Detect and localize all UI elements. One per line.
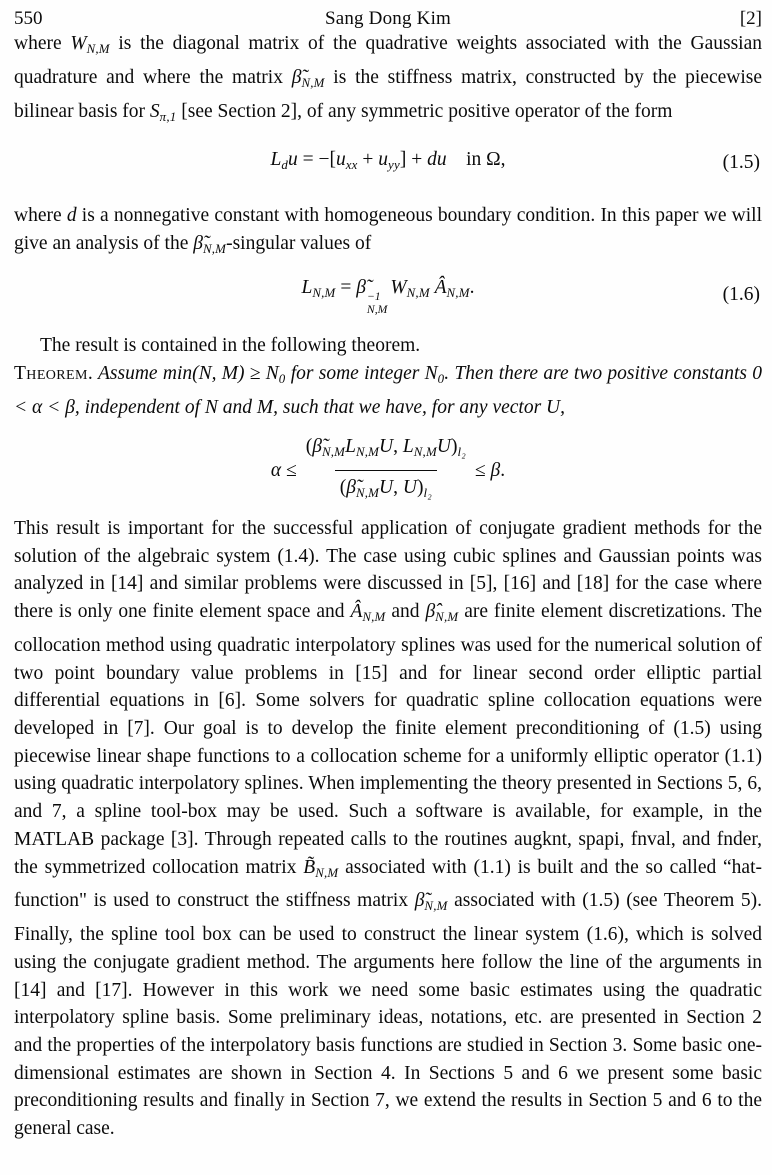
inequality-rhs: ≤ β. (474, 459, 506, 481)
paragraph-result-lead: The result is contained in the following theorem. (40, 335, 421, 357)
equation-1-6-body: $L_{N,M}$ = β̃ −1 N,M $W_{N,M}$ $Â_{N,M}$. (301, 276, 475, 317)
equation-1-5 (14, 146, 762, 180)
inequality-fraction (301, 433, 471, 508)
theorem-inequality-body (271, 433, 505, 508)
running-head: Sang Dong Kim (324, 8, 452, 29)
theorem-inequality (14, 433, 762, 508)
equation-1-6 (14, 270, 762, 320)
page-header (14, 8, 762, 30)
equation-1-5-number: (1.5) (722, 152, 760, 174)
paragraph-discussion: This result is important for the successful application of conjugate gradient methods for the solution of the algebraic system (1.4). The case using cubic splines and Gaussian points was analyzed in [14] and similar problems were discussed in [5], [16] and [18] for the case where there is only one finite element space and $Â_{N,M}$ and $\betâ_{N,M}$ are finite element discretizations. The collocation method using quadratic interpolatory splines was used for the numerical solution of two point boundary value problems in [15] and for linear second order elliptic partial differential equations in [6]. Some solvers for quadratic spline collocation equations were developed in [7]. Our goal is to develop the finite element preconditioning of (1.5) using piecewise linear shape functions to a collocation scheme for a uniformly elliptic operator (1.1) using quadratic interpolatory splines. When implementing the theory presented in Sections 5, 6, and 7, a spline tool-box may be used. Such a software is available, for example, in the MATLAB package [3]. Through repeated calls to the routines augknt, spapi, fnval, and fnder, the symmetrized collocation matrix $B̃_{N,M}$ associated with (1.1) is built and the so called “hat-function" is used to construct the stiffness matrix $\betã_{N,M}$ associated with (1.5) (see Theorem 5). Finally, the spline tool box can be used to construct the linear system (1.6), which is solved using the conjugate gradient method. The arguments here follow the line of the arguments in [14] and [17]. However in this work we need some basic estimates using the quadratic interpolatory spline basis. Some preliminary ideas, notations, etc. are presented in Section 2 and the properties of the interpolatory basis functions are studied in Section 3. Some basic one-dimensional estimates are shown in Section 4. In Sections 5 and 6 we present some basic preconditioning results and finally in Section 7, we extend the results in Section 5 and 6 to the general case. (14, 518, 762, 1140)
inequality-lhs: α ≤ (270, 459, 297, 481)
equation-1-6-number: (1.6) (722, 284, 760, 306)
equation-1-5-body: $L_du = -[u_{xx} + u_{yy}]$ + du in Ω, (270, 149, 506, 173)
fraction-numerator: ($\betã_{N,M}L_{N,M}U$, $L_{N,M}U)_{l_2}$ (305, 436, 466, 460)
paragraph-boundary-condition: where d is a nonnegative constant with homogeneous boundary condition. In this paper we will give an analysis of the $\betã_{N,M}$-singular values of (14, 205, 763, 257)
paragraph-intro: where $W_{N,M}$ is the diagonal matrix of the quadrative weights associated with the Gaussian quadrature and where the matrix $\betã_{N,M}$ is the stiffness matrix, constructed by the piecewise bilinear basis for $S_{\pi,1}$ [see Section 2], of any symmetric positive operator of the form (14, 33, 762, 124)
fraction-denominator: ($\betã_{N,M}U$, $U)_{l_2}$ (335, 470, 437, 508)
page-ref: [2] (739, 8, 762, 29)
theorem-statement: Theorem. Assume min(N, $M) \ge N_0$ for some integer $N_0$. Then there are two positive constants 0 < α < β, independent of N and M, such that we have, for any vector U, (14, 362, 763, 418)
page-number: 550 (14, 8, 43, 29)
